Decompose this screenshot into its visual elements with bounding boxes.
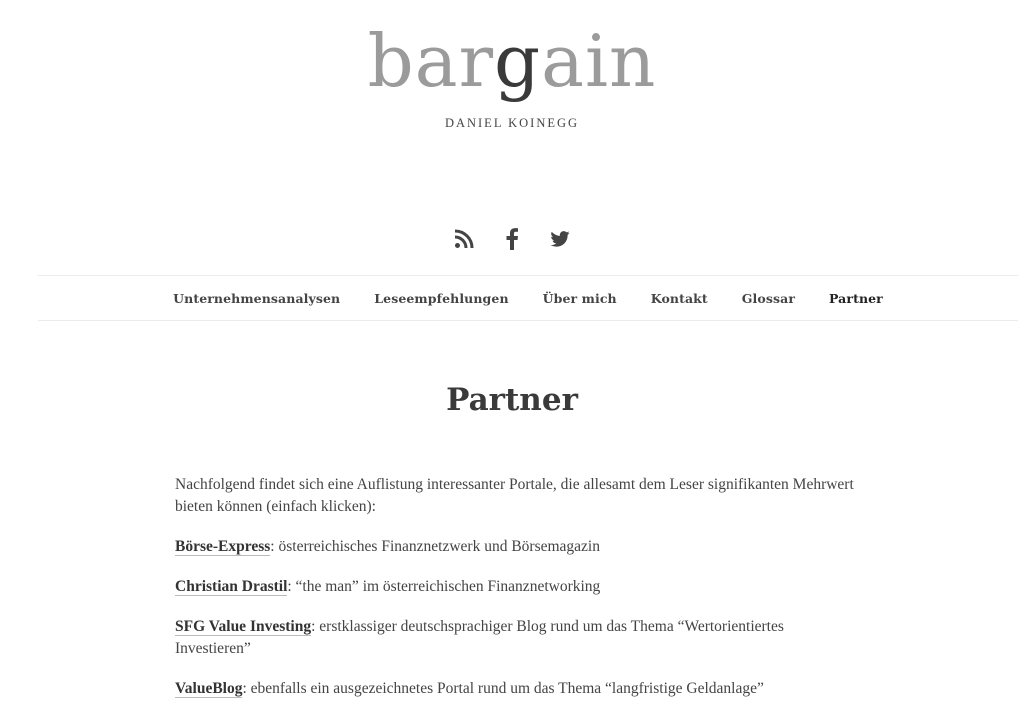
nav-item-partner[interactable]: Partner xyxy=(829,290,883,306)
partner-description: : “the man” im österreichischen Finanznetworking xyxy=(287,578,601,595)
partner-description: : erstklassiger deutschsprachiger Blog rund um das Thema “Wertorientiertes Investieren” xyxy=(175,618,784,657)
main-navigation xyxy=(38,275,1018,321)
site-logo-link[interactable] xyxy=(368,18,657,104)
partner-entry xyxy=(175,616,855,660)
partner-link-valueblog[interactable]: ValueBlog xyxy=(175,680,243,697)
twitter-icon[interactable] xyxy=(547,226,573,252)
partner-link-sfg-value-investing[interactable]: SFG Value Investing xyxy=(175,618,312,635)
partner-description: : ebenfalls ein ausgezeichnetes Portal rund um das Thema “langfristige Geldanlage” xyxy=(242,680,764,697)
nav-item-kontakt[interactable]: Kontakt xyxy=(650,290,708,306)
page-content xyxy=(175,474,855,718)
partner-link-christian-drastil[interactable]: Christian Drastil xyxy=(175,578,288,595)
social-links xyxy=(0,226,1024,252)
partner-entry xyxy=(175,678,855,700)
nav-item-ueber-mich[interactable]: Über mich xyxy=(542,290,617,306)
partner-entry xyxy=(175,576,855,598)
logo-text-accent: g xyxy=(494,19,542,103)
site-logo-container xyxy=(0,18,1024,104)
facebook-icon[interactable] xyxy=(499,226,525,252)
nav-item-unternehmensanalysen[interactable]: Unternehmensanalysen xyxy=(173,290,341,306)
partner-description: : österreichisches Finanznetzwerk und Börsemagazin xyxy=(270,538,600,555)
page-title: Partner xyxy=(446,382,578,418)
nav-item-glossar[interactable]: Glossar xyxy=(741,290,796,306)
partner-link-boerse-express[interactable]: Börse-Express xyxy=(175,538,271,555)
site-tagline: DANIEL KOINEGG xyxy=(444,116,580,130)
nav-item-leseempfehlungen[interactable]: Leseempfehlungen xyxy=(374,290,509,306)
logo-text-suffix: ain xyxy=(541,19,657,103)
intro-paragraph: Nachfolgend findet sich eine Auflistung interessanter Portale, die allesamt dem Leser signifikanten Mehrwert bieten können (einfach klicken): xyxy=(175,476,854,515)
rss-icon[interactable] xyxy=(451,226,477,252)
partner-entry xyxy=(175,536,855,558)
logo-text-prefix: bar xyxy=(367,19,494,103)
